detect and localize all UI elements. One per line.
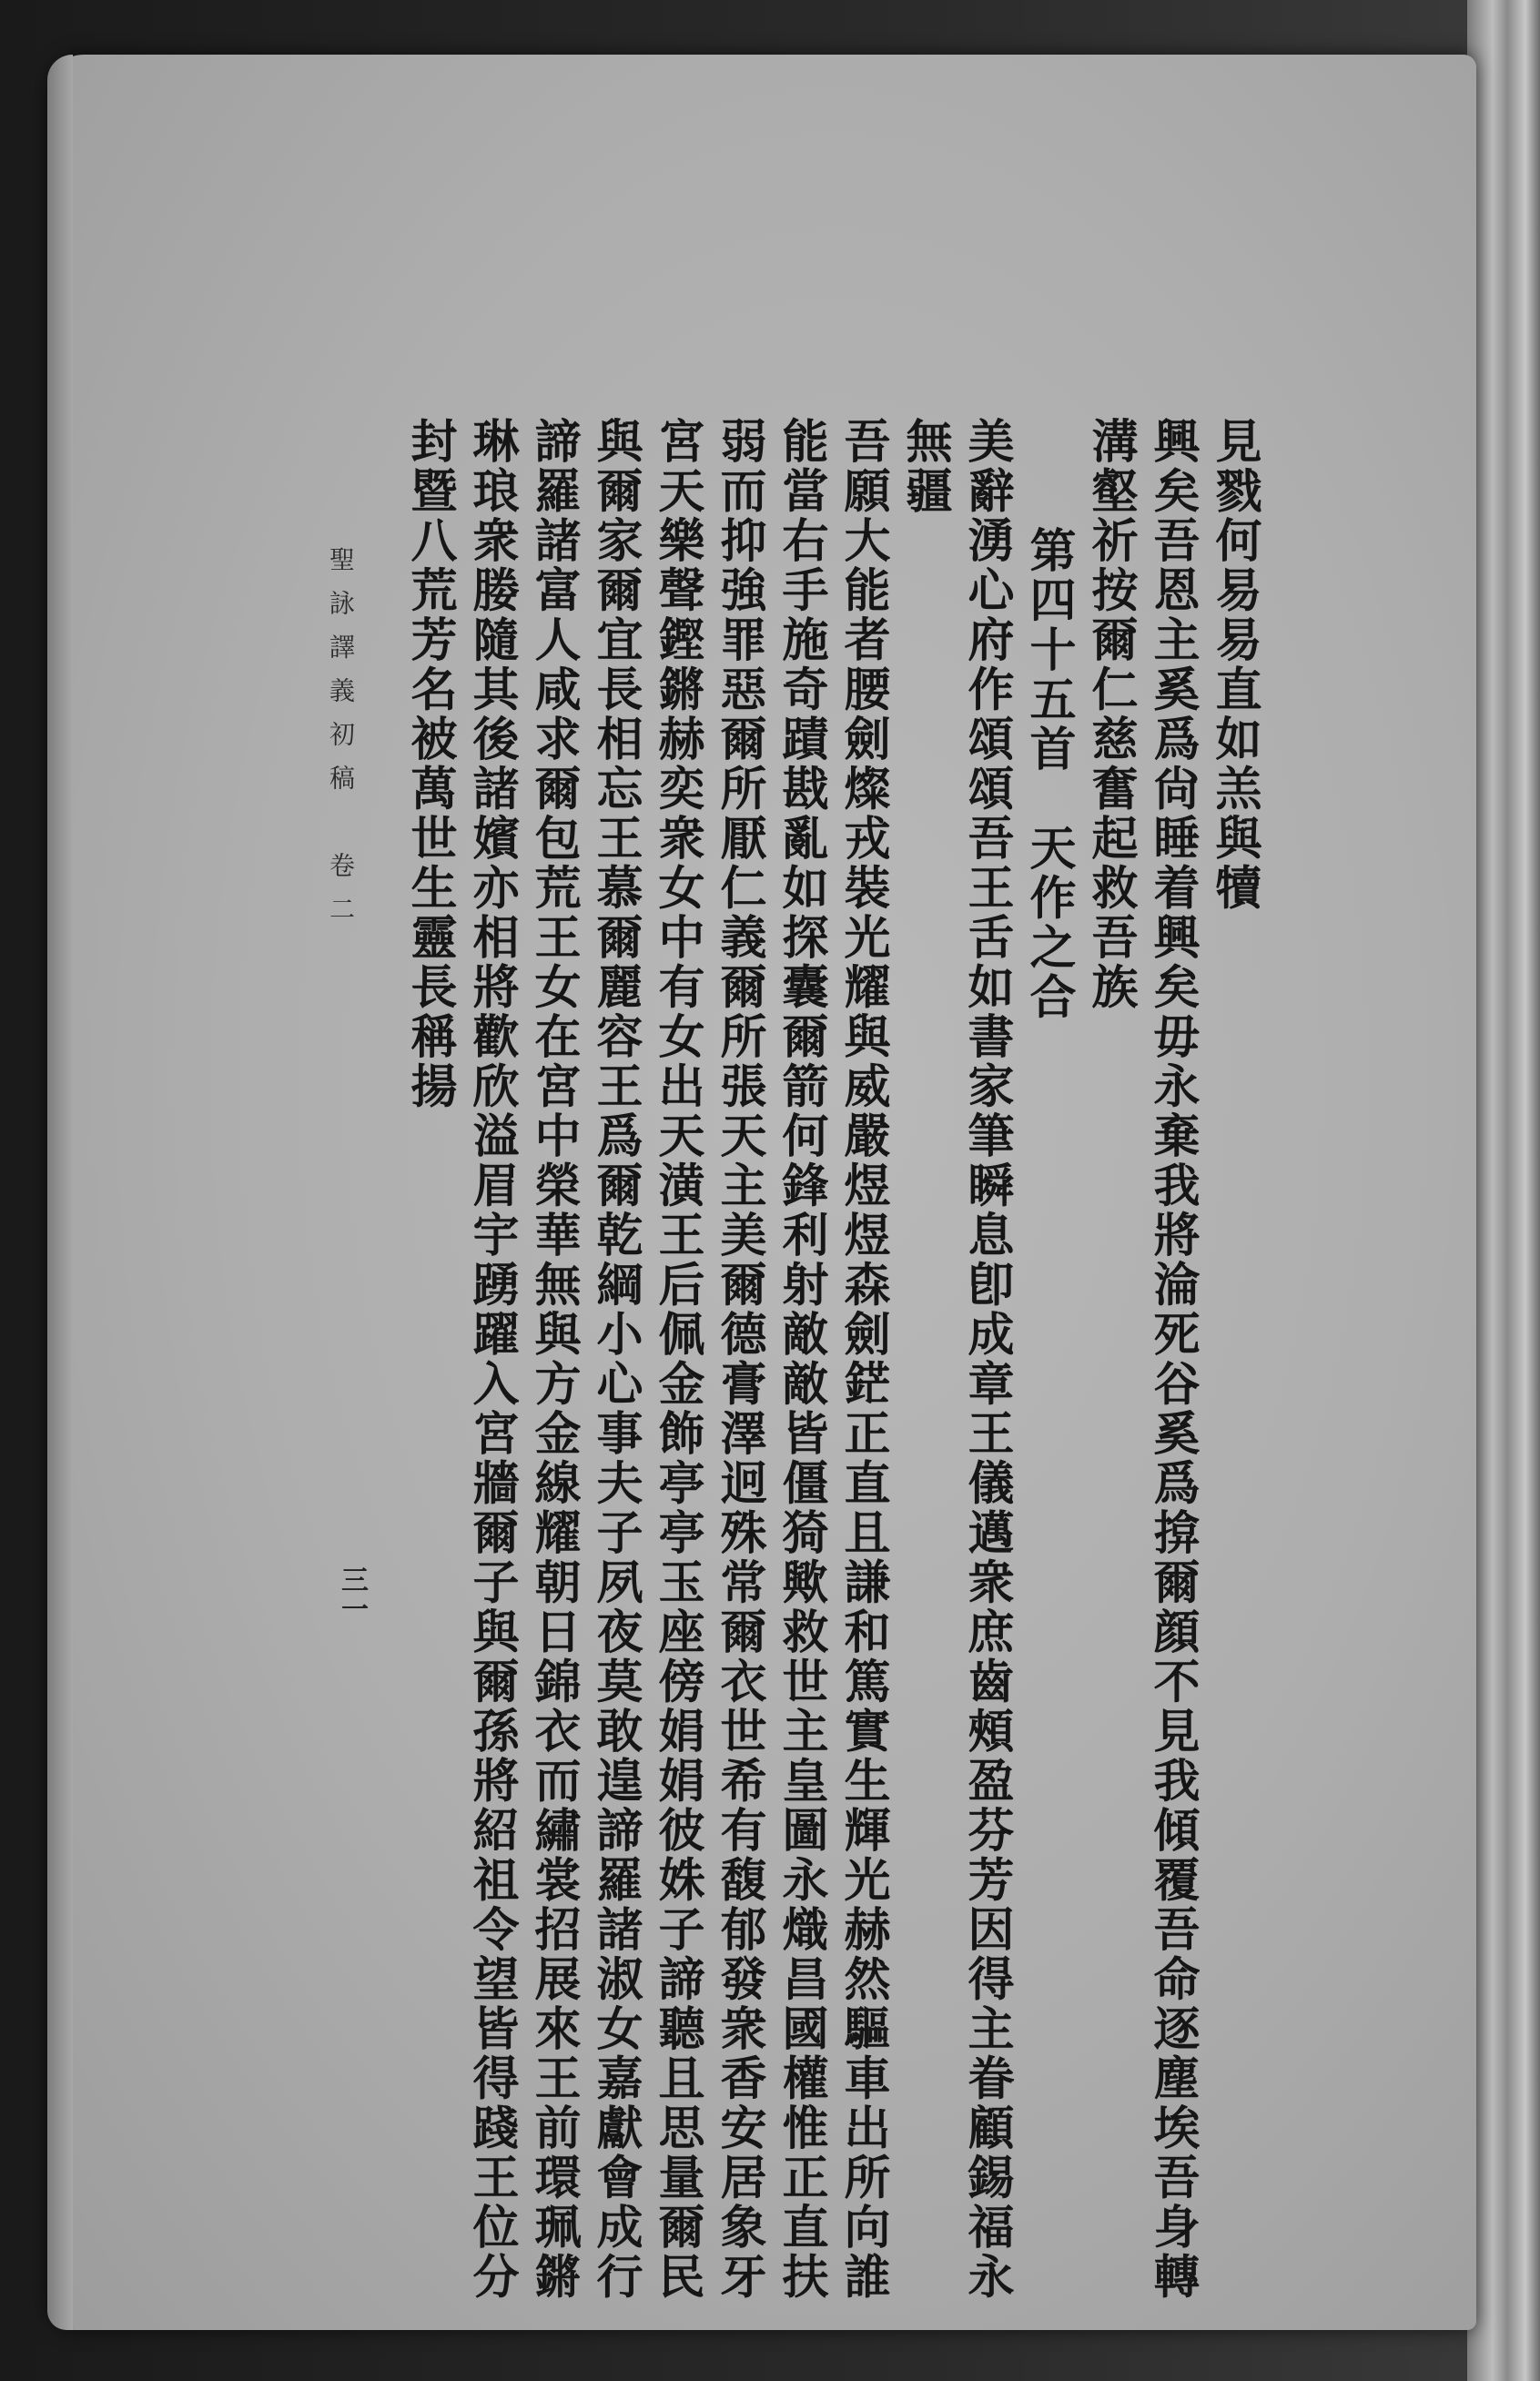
page-number: 三一 bbox=[336, 1565, 368, 1624]
text-column-7: 吾願大能者腰劍燦戎裝光耀與威嚴煜煜森劍鋩正直且謙和篤實生輝光赫然驅車出所向誰 bbox=[836, 417, 890, 2302]
text-column-10: 宮天樂聲鏗鏘赫奕衆女中有女出天潢王后佩金飾亭亭玉座傍娟娟彼姝子諦聽且思量爾民 bbox=[650, 417, 704, 2302]
text-column-1: 見戮何易易直如羔與犢 bbox=[1207, 417, 1261, 913]
page-stack-edge bbox=[1467, 0, 1540, 2381]
text-column-2: 興矣吾恩主奚爲尙睡着興矣毋永棄我將淪死谷奚爲揜爾顔不見我傾覆吾命逐塵埃吾身轉 bbox=[1145, 417, 1200, 2302]
text-column-14: 封暨八荒芳名被萬世生靈長稱揚 bbox=[402, 417, 457, 1111]
running-footer-title: 聖詠譯義初稿 卷二 bbox=[326, 546, 356, 939]
text-column-12: 諦羅諸富人咸求爾包荒王女在宮中榮華無與方金線耀朝日錦衣而繡裳招展來王前環珮鏘 bbox=[526, 417, 581, 2302]
text-column-13: 琳琅衆媵隨其後諸嬪亦相將歡欣溢眉宇踴躍入宮牆爾子與爾孫將紹祖令望皆得踐王位分 bbox=[464, 417, 519, 2302]
chapter-heading: 第四十五首 天作之合 bbox=[1021, 526, 1076, 1022]
text-column-11: 與爾家爾宜長相忘王慕爾麗容王爲爾乾綱小心事夫子夙夜莫敢遑諦羅諸淑女嘉獻會成行 bbox=[588, 417, 643, 2302]
text-column-6: 無疆 bbox=[897, 417, 952, 516]
text-column-5: 美辭湧心府作頌頌吾王舌如書家筆瞬息卽成章王儀邁衆庶齒頰盈芬芳因得主眷顧錫福永 bbox=[959, 417, 1014, 2302]
book-page bbox=[47, 55, 1476, 2330]
text-column-9: 弱而抑強罪惡爾所厭仁義爾所張天主美爾德膏澤迥殊常爾衣世希有馥郁發衆香安居象牙 bbox=[712, 417, 766, 2302]
text-column-3: 溝壑祈按爾仁慈奮起救吾族 bbox=[1083, 417, 1138, 1012]
text-column-8: 能當右手施奇蹟戡亂如探囊爾箭何鋒利射敵敵皆僵猗歟救世主皇圖永熾昌國權惟正直扶 bbox=[774, 417, 828, 2302]
